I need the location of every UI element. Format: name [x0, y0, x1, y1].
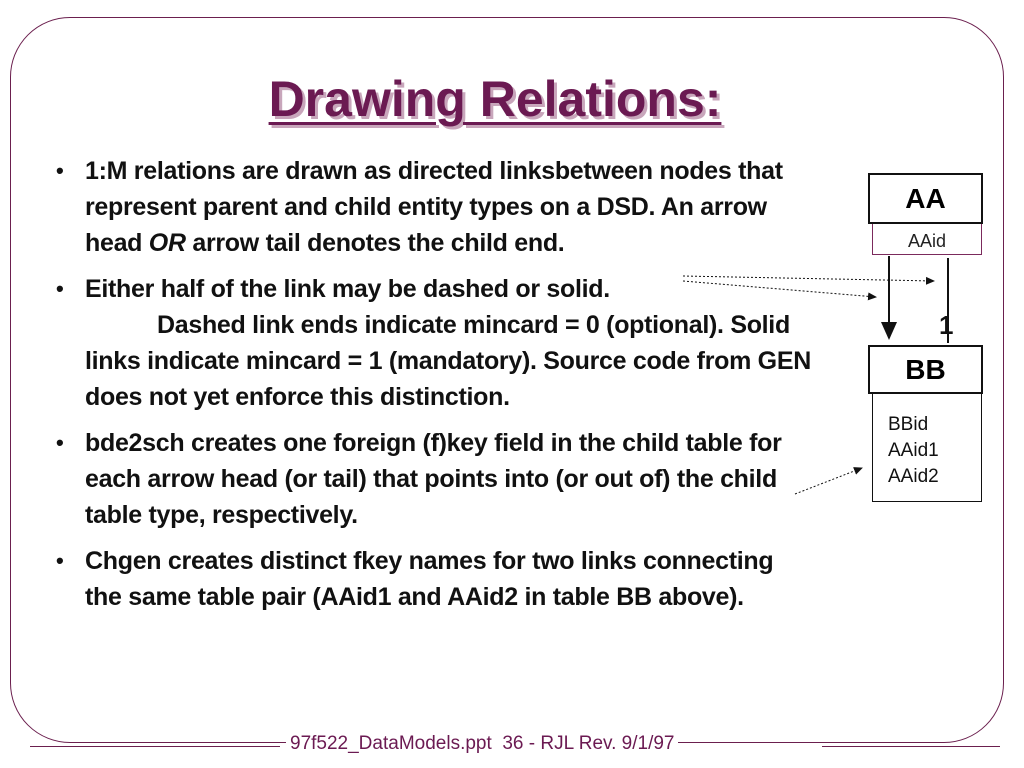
bullet-dot: •	[56, 276, 64, 301]
bullet-text: Either half of the link may be dashed or solid.	[85, 275, 610, 303]
bullet-dot: •	[56, 548, 64, 573]
footer-author: - RJL Rev. 9/1/97	[528, 733, 675, 754]
bullet-dot: •	[56, 430, 64, 455]
slide-title: Drawing Relations:	[268, 71, 722, 127]
table-bb-field: BBid	[888, 414, 929, 435]
callout-arrow-3	[795, 468, 862, 494]
callout-arrow-2	[683, 281, 876, 297]
bullet-dot: •	[56, 158, 64, 183]
footer-text	[286, 733, 678, 755]
bullet-text: arrow tail denotes the child end.	[185, 229, 565, 257]
footer-rule-left	[30, 746, 280, 747]
footer-page: 36	[502, 733, 524, 754]
cardinality-label: 1	[939, 310, 954, 340]
table-bb-fields	[872, 394, 982, 502]
bullet-text: Dashed link ends indicate mincard = 0 (optional). Solid links indicate mincard = 1 (mandatory). Source code from GEN does not yet enforce this distinction.	[85, 311, 811, 411]
footer-file: 97f522_DataModels.ppt	[290, 733, 492, 754]
bullet-text: bde2sch creates one foreign (f)key field in the child table for each arrow head (or tail) that points into (or out of) the child table type, respectively.	[85, 429, 782, 529]
table-bb-field: AAid1	[888, 440, 939, 461]
bullet-text: 1:M relations are drawn as directed linksbetween nodes that represent parent and child entity types on a DSD. An arrow head	[85, 157, 783, 257]
table-aa-header: AA	[868, 173, 983, 224]
slide-footer	[0, 733, 1024, 761]
footer-rule-right	[822, 746, 1000, 747]
table-bb-header: BB	[868, 345, 983, 394]
callout-arrow-1	[683, 276, 934, 281]
bullet-emphasis: OR	[148, 229, 186, 257]
bullet-text: Chgen creates distinct fkey names for two links connecting the same table pair (AAid1 and AAid2 in table BB above).	[85, 547, 774, 611]
table-bb-field: AAid2	[888, 466, 939, 487]
table-aa-field: AAid	[872, 224, 982, 255]
